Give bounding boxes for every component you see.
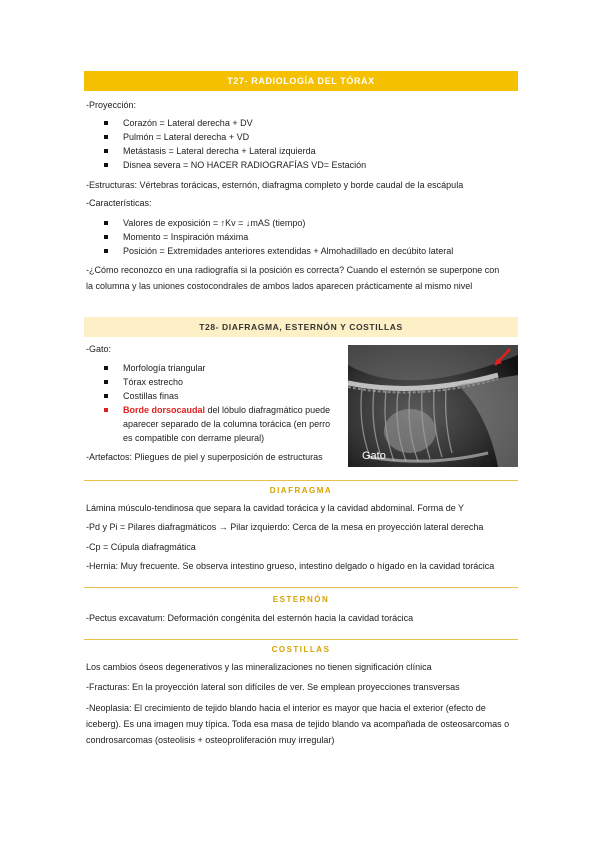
xray-drawing bbox=[348, 345, 518, 467]
gato-label: -Gato: bbox=[86, 344, 112, 354]
section-divider bbox=[84, 587, 518, 588]
bullet-icon bbox=[104, 149, 108, 153]
borde-text: del lóbulo diafragmático puede bbox=[205, 405, 331, 415]
caracteristicas-label: -Características: bbox=[86, 198, 152, 208]
pregunta-line-1: -¿Cómo reconozco en una radiografía si la posición es correcta? Cuando el esternón se superpone con bbox=[86, 265, 500, 275]
highlight-text: Borde dorsocaudal bbox=[123, 405, 206, 415]
bullet-icon bbox=[104, 249, 108, 253]
bullet-icon bbox=[104, 366, 108, 370]
diafragma-line: Lámina músculo-tendinosa que separa la cavidad torácica y la cavidad abdominal. Forma de Y bbox=[86, 503, 465, 513]
diafragma-line: -Pd y Pi = Pilares diafragmáticos → Pilar izquierdo: Cerca de la mesa en proyección lateral derecha bbox=[86, 522, 484, 532]
section-banner-t27: T27- RADIOLOGÍA DEL TÓRAX bbox=[84, 71, 518, 91]
list-item: Tórax estrecho bbox=[123, 377, 184, 387]
bullet-icon bbox=[104, 135, 108, 139]
bullet-icon bbox=[104, 163, 108, 167]
esternon-heading: ESTERNÓN bbox=[272, 595, 330, 604]
bullet-icon bbox=[104, 221, 108, 225]
diafragma-heading: DIAFRAGMA bbox=[269, 486, 333, 495]
artefactos-line: -Artefactos: Pliegues de piel y superposición de estructuras bbox=[86, 452, 323, 462]
list-item-borde bbox=[123, 404, 330, 416]
neoplasia-paragraph: -Neoplasia: El crecimiento de tejido blando hacia el interior es mayor que hacia el exterior (efecto de iceberg). Es una imagen muy típica. Toda esa masa de tejido blando va acompañada de osteosarcomas o condrosarcomas (osteolisis + osteoproliferación muy irregular) bbox=[86, 703, 510, 745]
cat-xray-image bbox=[348, 345, 518, 467]
list-item: Metástasis = Lateral derecha + Lateral izquierda bbox=[123, 146, 316, 156]
esternon-line: -Pectus excavatum: Deformación congénita del esternón hacia la cavidad torácica bbox=[86, 613, 414, 623]
bullet-icon bbox=[104, 235, 108, 239]
costillas-line: Los cambios óseos degenerativos y las mineralizaciones no tienen significación clínica bbox=[86, 662, 432, 672]
image-caption: Gato bbox=[362, 450, 386, 462]
bullet-icon bbox=[104, 121, 108, 125]
list-item: Pulmón = Lateral derecha + VD bbox=[123, 132, 250, 142]
bullet-icon bbox=[104, 394, 108, 398]
list-item: Momento = Inspiración máxima bbox=[123, 232, 249, 242]
list-item: Valores de exposición = ↑Kv = ↓mAS (tiempo) bbox=[123, 218, 306, 228]
section-divider bbox=[84, 639, 518, 640]
list-item: Posición = Extremidades anteriores extendidas + Almohadillado en decúbito lateral bbox=[123, 246, 454, 256]
costillas-line: -Fracturas: En la proyección lateral son difíciles de ver. Se emplean proyecciones transversas bbox=[86, 682, 460, 692]
list-item-continuation: es compatible con derrame pleural) bbox=[123, 433, 265, 443]
section-banner-t28: T28- DIAFRAGMA, ESTERNÓN Y COSTILLAS bbox=[84, 317, 518, 337]
list-item: Disnea severa = NO HACER RADIOGRAFÍAS VD= Estación bbox=[123, 160, 367, 170]
proyeccion-label: -Proyección: bbox=[86, 100, 137, 110]
diafragma-line: -Hernia: Muy frecuente. Se observa intestino grueso, intestino delgado o hígado en la cavidad torácica bbox=[86, 561, 495, 571]
list-item: Morfología triangular bbox=[123, 363, 206, 373]
bullet-icon bbox=[104, 408, 108, 412]
diafragma-line: -Cp = Cúpula diafragmática bbox=[86, 542, 196, 552]
costillas-heading: COSTILLAS bbox=[271, 645, 331, 654]
section-divider bbox=[84, 480, 518, 481]
list-item: Costillas finas bbox=[123, 391, 179, 401]
estructuras-line: -Estructuras: Vértebras torácicas, esternón, diafragma completo y borde caudal de la escápula bbox=[86, 180, 464, 190]
bullet-icon bbox=[104, 380, 108, 384]
list-item: Corazón = Lateral derecha + DV bbox=[123, 118, 253, 128]
pregunta-line-2: la columna y las uniones costocondrales de ambos lados aparecen prácticamente al mismo nivel bbox=[86, 281, 473, 291]
list-item-continuation: aparecer separado de la columna torácica (en perro bbox=[123, 419, 331, 429]
